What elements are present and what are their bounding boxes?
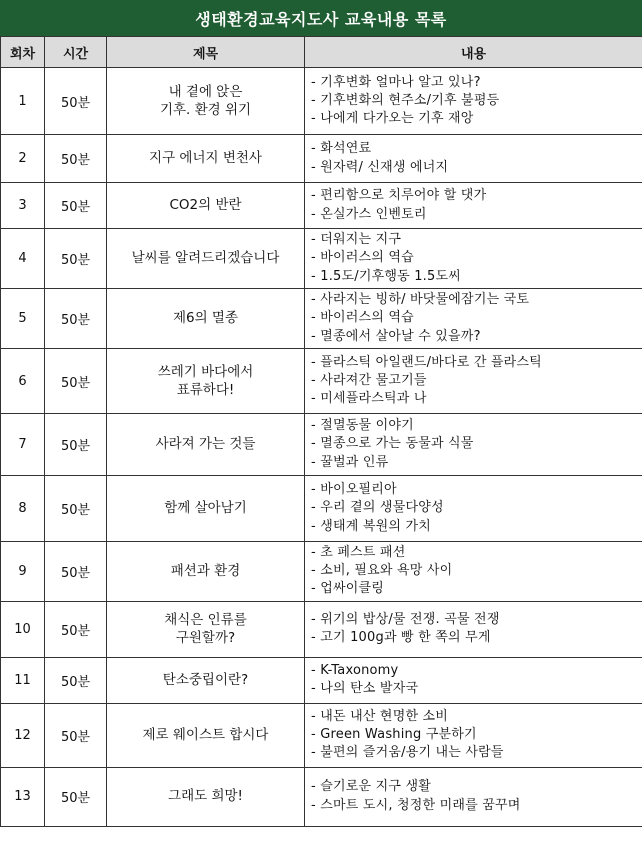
content-list — [311, 354, 642, 409]
session-number: 11 — [1, 657, 45, 703]
session-content — [305, 289, 642, 349]
table-row — [1, 229, 642, 289]
session-title: CO2의 반란 — [107, 183, 305, 229]
content-item: - 업싸이클링 — [311, 580, 642, 598]
session-content — [305, 183, 642, 229]
content-item: - 1.5도/기후행동 1.5도씨 — [311, 268, 642, 286]
session-content — [305, 229, 642, 289]
table-body — [1, 68, 642, 827]
table-row — [1, 657, 642, 703]
session-time: 50분 — [45, 657, 107, 703]
content-item: - 기후변화 얼마나 알고 있나? — [311, 74, 642, 92]
content-list — [311, 140, 642, 176]
table-row — [1, 183, 642, 229]
content-item: - 멸종에서 살아날 수 있을까? — [311, 328, 642, 346]
session-time: 50분 — [45, 349, 107, 414]
session-number: 4 — [1, 229, 45, 289]
session-time: 50분 — [45, 229, 107, 289]
session-title: 패션과 환경 — [107, 542, 305, 602]
content-item: - 바이러스의 역습 — [311, 249, 642, 267]
header-time: 시간 — [45, 37, 107, 68]
page-title: 생태환경교육지도사 교육내용 목록 — [0, 0, 642, 36]
content-item: - 꿀벌과 인류 — [311, 454, 642, 472]
session-number: 13 — [1, 767, 45, 826]
content-list — [311, 291, 642, 346]
session-title: 제6의 멸종 — [107, 289, 305, 349]
session-title: 탄소중립이란? — [107, 657, 305, 703]
session-time: 50분 — [45, 601, 107, 657]
session-number: 10 — [1, 601, 45, 657]
session-title: 날씨를 알려드리겠습니다 — [107, 229, 305, 289]
table-row — [1, 542, 642, 602]
session-content — [305, 68, 642, 135]
table-row — [1, 68, 642, 135]
session-title: 채식은 인류를 구원할까? — [107, 601, 305, 657]
header-content: 내용 — [305, 37, 642, 68]
session-content — [305, 601, 642, 657]
session-time: 50분 — [45, 767, 107, 826]
session-content — [305, 657, 642, 703]
content-item: - 더워지는 지구 — [311, 231, 642, 249]
table-row — [1, 703, 642, 767]
table-row — [1, 349, 642, 414]
content-list — [311, 231, 642, 286]
session-number: 8 — [1, 476, 45, 542]
session-number: 1 — [1, 68, 45, 135]
content-item: - 불편의 즐거움/용기 내는 사람들 — [311, 744, 642, 762]
content-item: - 나의 탄소 발자국 — [311, 680, 642, 698]
content-item: - 스마트 도시, 청정한 미래를 꿈꾸며 — [311, 797, 642, 815]
session-title: 그래도 희망! — [107, 767, 305, 826]
content-item: - 생태계 복원의 가치 — [311, 518, 642, 536]
content-item: - 초 페스트 패션 — [311, 544, 642, 562]
session-time: 50분 — [45, 414, 107, 476]
content-list — [311, 187, 642, 223]
content-item: - 우리 곁의 생물다양성 — [311, 499, 642, 517]
content-item: - 절멸동물 이야기 — [311, 417, 642, 435]
table-header-row — [1, 37, 642, 68]
content-list — [311, 417, 642, 472]
table-row — [1, 476, 642, 542]
content-item: - 위기의 밥상/물 전쟁. 곡물 전쟁 — [311, 611, 642, 629]
session-content — [305, 703, 642, 767]
session-time: 50분 — [45, 476, 107, 542]
session-content — [305, 349, 642, 414]
session-time: 50분 — [45, 703, 107, 767]
content-list — [311, 708, 642, 763]
content-item: - 사라져간 물고기들 — [311, 372, 642, 390]
session-time: 50분 — [45, 542, 107, 602]
session-content — [305, 135, 642, 183]
session-content — [305, 476, 642, 542]
session-title: 제로 웨이스트 합시다 — [107, 703, 305, 767]
table-row — [1, 135, 642, 183]
content-item: - 바이러스의 역습 — [311, 309, 642, 327]
content-item: - 바이오필리아 — [311, 481, 642, 499]
content-item: - Green Washing 구분하기 — [311, 726, 642, 744]
content-list — [311, 662, 642, 698]
session-number: 9 — [1, 542, 45, 602]
session-time: 50분 — [45, 135, 107, 183]
session-number: 5 — [1, 289, 45, 349]
content-item: - 화석연료 — [311, 140, 642, 158]
session-title: 쓰레기 바다에서 표류하다! — [107, 349, 305, 414]
session-time: 50분 — [45, 183, 107, 229]
content-item: - 온실가스 인벤토리 — [311, 206, 642, 224]
session-number: 7 — [1, 414, 45, 476]
session-time: 50분 — [45, 68, 107, 135]
table-row — [1, 601, 642, 657]
session-content — [305, 767, 642, 826]
content-list — [311, 778, 642, 814]
content-item: - 나에게 다가오는 기후 재앙 — [311, 110, 642, 128]
content-item: - 고기 100g과 빵 한 쪽의 무게 — [311, 629, 642, 647]
content-list — [311, 611, 642, 647]
content-item: - 멸종으로 가는 동물과 식물 — [311, 435, 642, 453]
session-content — [305, 542, 642, 602]
content-item: - 플라스틱 아일랜드/바다로 간 플라스틱 — [311, 354, 642, 372]
session-number: 2 — [1, 135, 45, 183]
content-item: - 미세플라스틱과 나 — [311, 390, 642, 408]
content-list — [311, 74, 642, 129]
content-list — [311, 481, 642, 536]
session-title: 사라져 가는 것들 — [107, 414, 305, 476]
content-item: - K-Taxonomy — [311, 662, 642, 680]
content-item: - 소비, 필요와 욕망 사이 — [311, 562, 642, 580]
content-item: - 편리함으로 치루어야 할 댓가 — [311, 187, 642, 205]
session-number: 3 — [1, 183, 45, 229]
session-time: 50분 — [45, 289, 107, 349]
content-item: - 사라지는 빙하/ 바닷물에잠기는 국토 — [311, 291, 642, 309]
table-row — [1, 289, 642, 349]
session-title: 내 곁에 앉은 기후. 환경 위기 — [107, 68, 305, 135]
session-title: 지구 에너지 변천사 — [107, 135, 305, 183]
table-row — [1, 414, 642, 476]
curriculum-table — [0, 36, 642, 827]
content-item: - 원자력/ 신재생 에너지 — [311, 159, 642, 177]
table-row — [1, 767, 642, 826]
content-list — [311, 544, 642, 599]
session-number: 12 — [1, 703, 45, 767]
header-subject: 제목 — [107, 37, 305, 68]
content-item: - 슬기로운 지구 생활 — [311, 778, 642, 796]
session-title: 함께 살아남기 — [107, 476, 305, 542]
content-item: - 기후변화의 현주소/기후 불평등 — [311, 92, 642, 110]
session-number: 6 — [1, 349, 45, 414]
header-session: 회차 — [1, 37, 45, 68]
session-content — [305, 414, 642, 476]
content-item: - 내돈 내산 현명한 소비 — [311, 708, 642, 726]
